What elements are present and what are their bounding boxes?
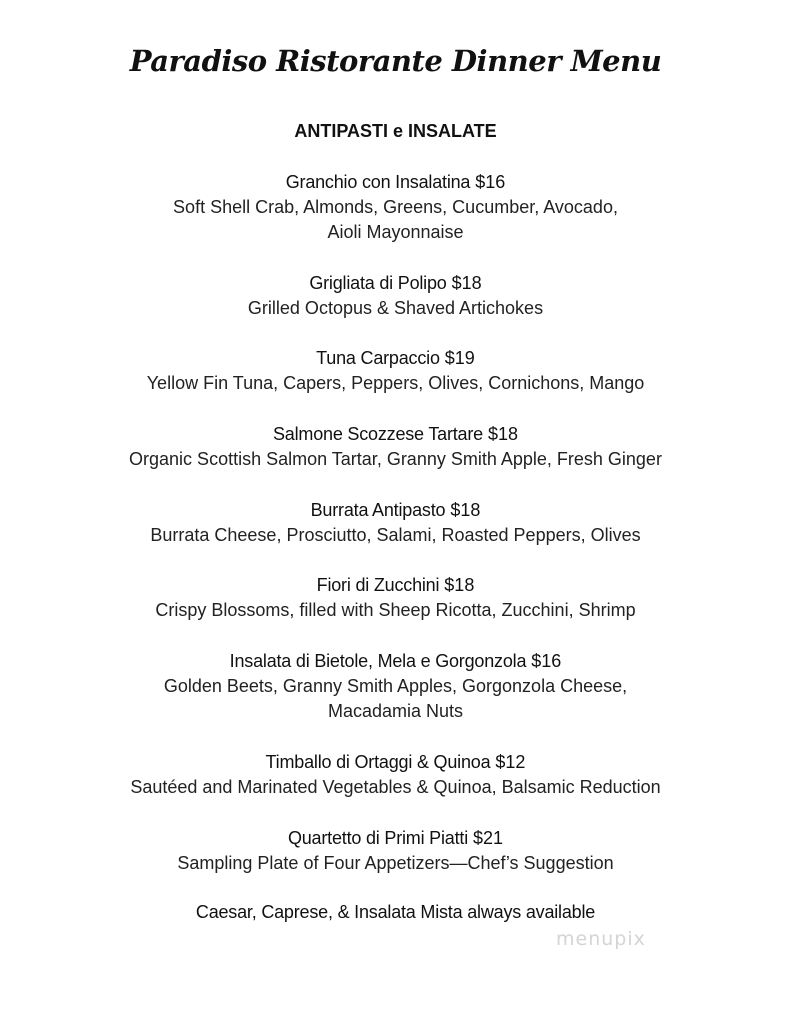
always-available-note: Caesar, Caprese, & Insalata Mista always available [195, 902, 596, 922]
menu-item-description: Organic Scottish Salmon Tartar, Granny Smith Apple, Fresh Ginger [129, 449, 662, 469]
menu-item-salmone [0, 422, 791, 472]
menu-item-name: Burrata Antipasto [310, 500, 446, 520]
menu-item-description: Yellow Fin Tuna, Capers, Peppers, Olives, Cornichons, Mango [146, 373, 645, 393]
menu-item-price: $16 [475, 172, 506, 192]
menu-item-name: Granchio con Insalatina [285, 172, 471, 192]
menu-item-name: Fiori di Zucchini [316, 575, 440, 595]
menu-item-timballo [0, 750, 791, 800]
menu-item-name: Salmone Scozzese Tartare [272, 424, 483, 444]
section-heading-antipasti: ANTIPASTI e INSALATE [294, 121, 497, 141]
menu-item-name: Tuna Carpaccio [316, 348, 440, 368]
menu-item-description: Soft Shell Crab, Almonds, Greens, Cucumber, Avocado, [173, 197, 618, 217]
menu-item-title [0, 271, 791, 296]
menu-title: Paradiso Ristorante Dinner Menu [129, 44, 662, 78]
menu-item-polipo [0, 271, 791, 321]
menu-item-granchio [0, 170, 791, 245]
menu-item-name: Timballo di Ortaggi & Quinoa [265, 752, 491, 772]
menu-item-title [0, 573, 791, 598]
menu-item-title [0, 649, 791, 674]
menu-item-tuna-carpaccio [0, 346, 791, 396]
menu-item-title [0, 750, 791, 775]
menu-item-description: Burrata Cheese, Prosciutto, Salami, Roasted Peppers, Olives [150, 525, 641, 545]
menu-item-description: Crispy Blossoms, filled with Sheep Ricotta, Zucchini, Shrimp [155, 600, 636, 620]
menu-item-fiori [0, 573, 791, 623]
menu-item-description: Sampling Plate of Four Appetizers—Chef’s Suggestion [177, 853, 614, 873]
menu-item-description: Grilled Octopus & Shaved Artichokes [247, 298, 544, 318]
menu-item-quartetto [0, 826, 791, 876]
menu-item-burrata [0, 498, 791, 548]
menu-item-price: $18 [487, 424, 519, 444]
menu-item-description: Macadamia Nuts [327, 701, 464, 721]
menu-item-price: $21 [473, 828, 504, 848]
menu-item-name: Grigliata di Polipo [309, 273, 447, 293]
menu-item-description: Golden Beets, Granny Smith Apples, Gorgonzola Cheese, [163, 676, 628, 696]
menu-item-price: $18 [444, 575, 475, 595]
menu-item-insalata-bietole [0, 649, 791, 724]
menu-item-price: $12 [495, 752, 526, 772]
menu-item-title [0, 498, 791, 523]
menu-item-title [0, 346, 791, 371]
menu-item-description: Aioli Mayonnaise [327, 222, 464, 242]
menu-item-name: Insalata di Bietole, Mela e Gorgonzola [229, 651, 527, 671]
menu-item-description: Sautéed and Marinated Vegetables & Quinoa, Balsamic Reduction [130, 777, 661, 797]
menu-item-name: Quartetto di Primi Piatti [287, 828, 469, 848]
menu-item-price: $16 [531, 651, 562, 671]
menupix-watermark: menupix [556, 928, 646, 950]
menu-item-title [0, 170, 791, 195]
menu-item-price: $18 [451, 273, 482, 293]
menu-item-price: $18 [450, 500, 481, 520]
menu-item-title [0, 826, 791, 851]
menu-item-price: $19 [444, 348, 475, 368]
menu-item-title [0, 422, 791, 447]
